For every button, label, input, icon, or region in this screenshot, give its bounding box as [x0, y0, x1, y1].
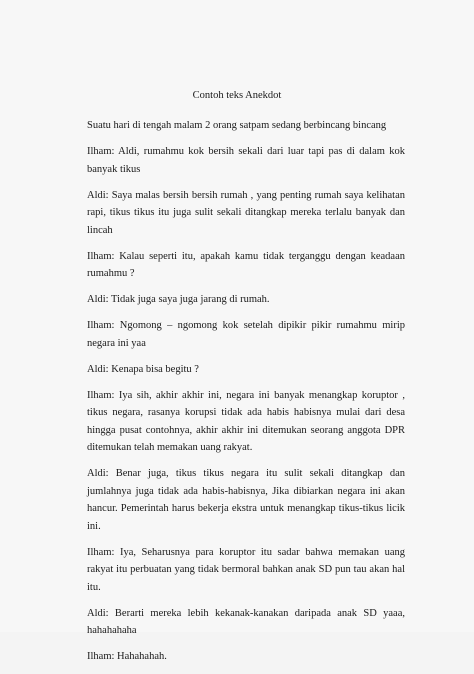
paragraph-dialogue: Ilham: Iya, Seharusnya para koruptor itu sadar bahwa memakan uang rakyat itu perbuatan yang tidak bermoral bahkan anak SD pun tau akan hal itu. [87, 546, 405, 593]
paragraph-dialogue: Ilham: Kalau seperti itu, apakah kamu tidak terganggu dengan keadaan rumahmu ? [87, 250, 405, 279]
paragraph-dialogue: Aldi: Kenapa bisa begitu ? [87, 363, 199, 375]
paragraph-intro: Suatu hari di tengah malam 2 orang satpam sedang berbincang bincang [87, 120, 387, 131]
document-body [87, 117, 405, 674]
paragraph-dialogue: Ilham: Hahahahah. [87, 651, 167, 662]
paragraph-dialogue: Ilham: Ngomong – ngomong kok setelah dipikir pikir rumahmu mirip negara ini yaa [87, 320, 405, 349]
paragraph-dialogue: Ilham: Iya sih, akhir akhir ini, negara ini banyak menangkap koruptor , tikus negara, rasanya korupsi tidak ada habis habisnya mulai dari desa hingga pusat contohnya, akhir akhir ini ditemukan seorang anggota DPR ditemukan telah memakan uang rakyat. [87, 389, 405, 453]
paragraph-dialogue: Aldi: Berarti mereka lebih kekanak-kanakan daripada anak SD yaaa, hahahahaha [87, 607, 405, 636]
page-title: Contoh teks Anekdot [192, 90, 282, 101]
paragraph-dialogue: Aldi: Benar juga, tikus tikus negara itu sulit sekali ditangkap dan jumlahnya juga tidak ada habis-habisnya, Jika dibiarkan negara ini akan hancur. Pemerintah harus bekerja ekstra untuk menangkap tikus-tikus licik ini. [87, 468, 405, 532]
paragraph-dialogue: Aldi: Tidak juga saya juga jarang di rumah. [87, 294, 270, 305]
paragraph-dialogue: Ilham: Aldi, rumahmu kok bersih sekali dari luar tapi pas di dalam kok banyak tikus [87, 146, 405, 175]
paragraph-dialogue: Aldi: Saya malas bersih bersih rumah , yang penting rumah saya kelihatan rapi, tikus tikus itu juga sulit sekali ditangkap mereka terlalu banyak dan lincah [87, 189, 405, 236]
